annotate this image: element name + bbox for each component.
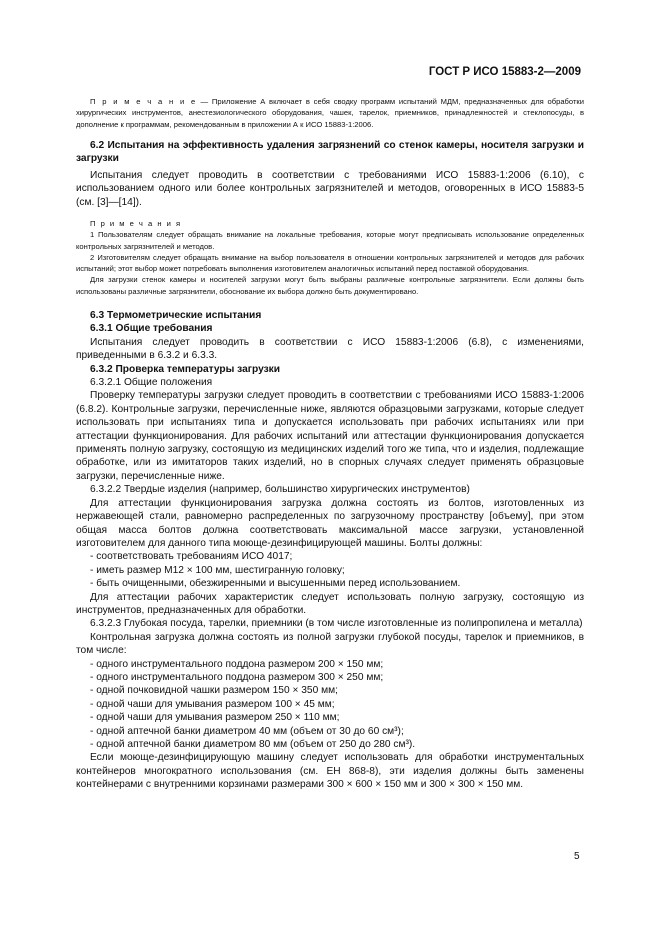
- note-1: 1 Пользователям следует обращать внимание на локальные требования, которые могут предписывать использование определенных контрольных загрязнителей и методов.: [76, 230, 584, 251]
- section-6-3-2-3-heading: 6.3.2.3 Глубокая посуда, тарелки, приемники (в том числе изготовленные из полипропилена и металла): [90, 618, 583, 630]
- note-intro: [76, 96, 584, 130]
- document-header: ГОСТ Р ИСО 15883-2—2009: [428, 66, 581, 78]
- page-number: 5: [574, 851, 580, 862]
- list-item: - одной почковидной чашки размером 150 × 350 мм;: [90, 685, 338, 697]
- note-label: П р и м е ч а н и е: [90, 97, 197, 106]
- note-text: — Приложение А включает в себя сводку программ испытаний МДМ, предназначенных для обработки хирургических инструментов, анестезиологического оборудования, чашек, тарелок, приемников, принадлежностей и стеклопосуды, в дополнение к программам, рекомендованным в приложении А к ИСО 15883-1:2006.: [76, 97, 584, 129]
- page-content: [76, 96, 584, 792]
- section-6-3-2-1-heading: 6.3.2.1 Общие положения: [90, 377, 213, 389]
- list-item: - одного инструментального поддона размером 200 × 150 мм;: [90, 658, 384, 670]
- section-6-3-2-2-heading: 6.3.2.2 Твердые изделия (например, большинство хирургических инструментов): [90, 484, 470, 496]
- section-6-3-2-3-paragraph-2: Если моюще-дезинфицирующую машину следует использовать для обработки инструментальных контейнеров многократного использования (см. ЕН 868-8), эти изделия должны быть заменены контейнерами с внутренними корзинами размерами 300 × 600 × 150 мм и 300 × 300 × 150 мм.: [76, 752, 584, 791]
- section-6-3-1-heading: 6.3.1 Общие требования: [90, 323, 213, 335]
- note-2: 2 Изготовителям следует обращать внимание на выбор пользователя в отношении контрольных загрязнителей и методов для рабочих испытаний; этот выбор может потребовать выполнения изготовителем аналогичных испытаний перед поставкой оборудования.: [76, 252, 584, 274]
- section-6-3-2-2-paragraph-2: Для аттестации рабочих характеристик следует использовать полную загрузку, состоящую из инструментов, предназначенных для обработки.: [76, 591, 584, 616]
- section-6-3-1-paragraph: Испытания следует проводить в соответствии с ИСО 15883-1:2006 (6.8), с изменениями, приведенными в 6.3.2 и 6.3.3.: [76, 336, 584, 362]
- list-item: - соответствовать требованиям ИСО 4017;: [90, 551, 293, 563]
- list-item: - иметь размер М12 × 100 мм, шестигранную головку;: [90, 564, 345, 576]
- list-item: - одной аптечной банки диаметром 80 мм (объем от 250 до 280 см³).: [90, 739, 416, 750]
- section-6-3-2-2-paragraph-1: Для аттестации функционирования загрузка должна состоять из болтов, изготовленных из нержавеющей стали, равномерно распределенных по загрузочному пространству [объему], при этом общая масса болтов должна соответствовать максимальной массе загрузки, установленной изготовителем для данного типа моюще-дезинфицирующей машины. Болты должны:: [76, 497, 584, 549]
- section-6-3-2-3-paragraph-1: Контрольная загрузка должна состоять из полной загрузки глубокой посуды, тарелок и приемников, в том числе:: [76, 631, 584, 657]
- section-6-3-heading: 6.3 Термометрические испытания: [90, 310, 262, 321]
- section-6-3-2-1-paragraph: Проверку температуры загрузки следует проводить в соответствии с требованиями ИСО 15883-1:2006 (6.8.2). Контрольные загрузки, перечисленные ниже, являются образцовыми загрузками, которые следует использовать при испытаниях типа и допускается использовать при рабочих испытаниях или при аттестации функционирования. Для рабочих испытаний или аттестации функционирования допускается применять полную загрузку, состоящую из медицинских изделий того же типа, что и изделия, подлежащие обработке, или из имитаторов таких изделий, но в спорных случаях следует применять образцовые загрузки, перечисленные ниже.: [76, 390, 584, 482]
- notes-label: П р и м е ч а н и я: [90, 218, 182, 228]
- list-item: - одной чаши для умывания размером 250 × 110 мм;: [90, 712, 340, 724]
- list-item: - одной чаши для умывания размером 100 × 45 мм;: [90, 698, 335, 710]
- list-item: - быть очищенными, обезжиренными и высушенными перед использованием.: [90, 578, 461, 590]
- section-6-2-paragraph: Испытания следует проводить в соответствии с требованиями ИСО 15883-1:2006 (6.10), с использованием одного или более контрольных загрязнителей и методов, оговоренных в ИСО 15883-5 (см. [3]—[14]).: [76, 169, 584, 208]
- list-item: - одного инструментального поддона размером 300 × 250 мм;: [90, 671, 384, 683]
- list-item: - одной аптечной банки диаметром 40 мм (объем от 30 до 60 см³);: [90, 725, 404, 737]
- section-6-3-2-heading: 6.3.2 Проверка температуры загрузки: [90, 363, 281, 375]
- section-6-2-heading: 6.2 Испытания на эффективность удаления загрязнений со стенок камеры, носителя загрузки и загрузки: [76, 139, 584, 165]
- note-3: Для загрузки стенок камеры и носителей загрузки могут быть выбраны различные контрольные загрязнители. Если должны быть использованы различные загрязнители, обоснование их выбора должно быть документировано.: [76, 275, 584, 296]
